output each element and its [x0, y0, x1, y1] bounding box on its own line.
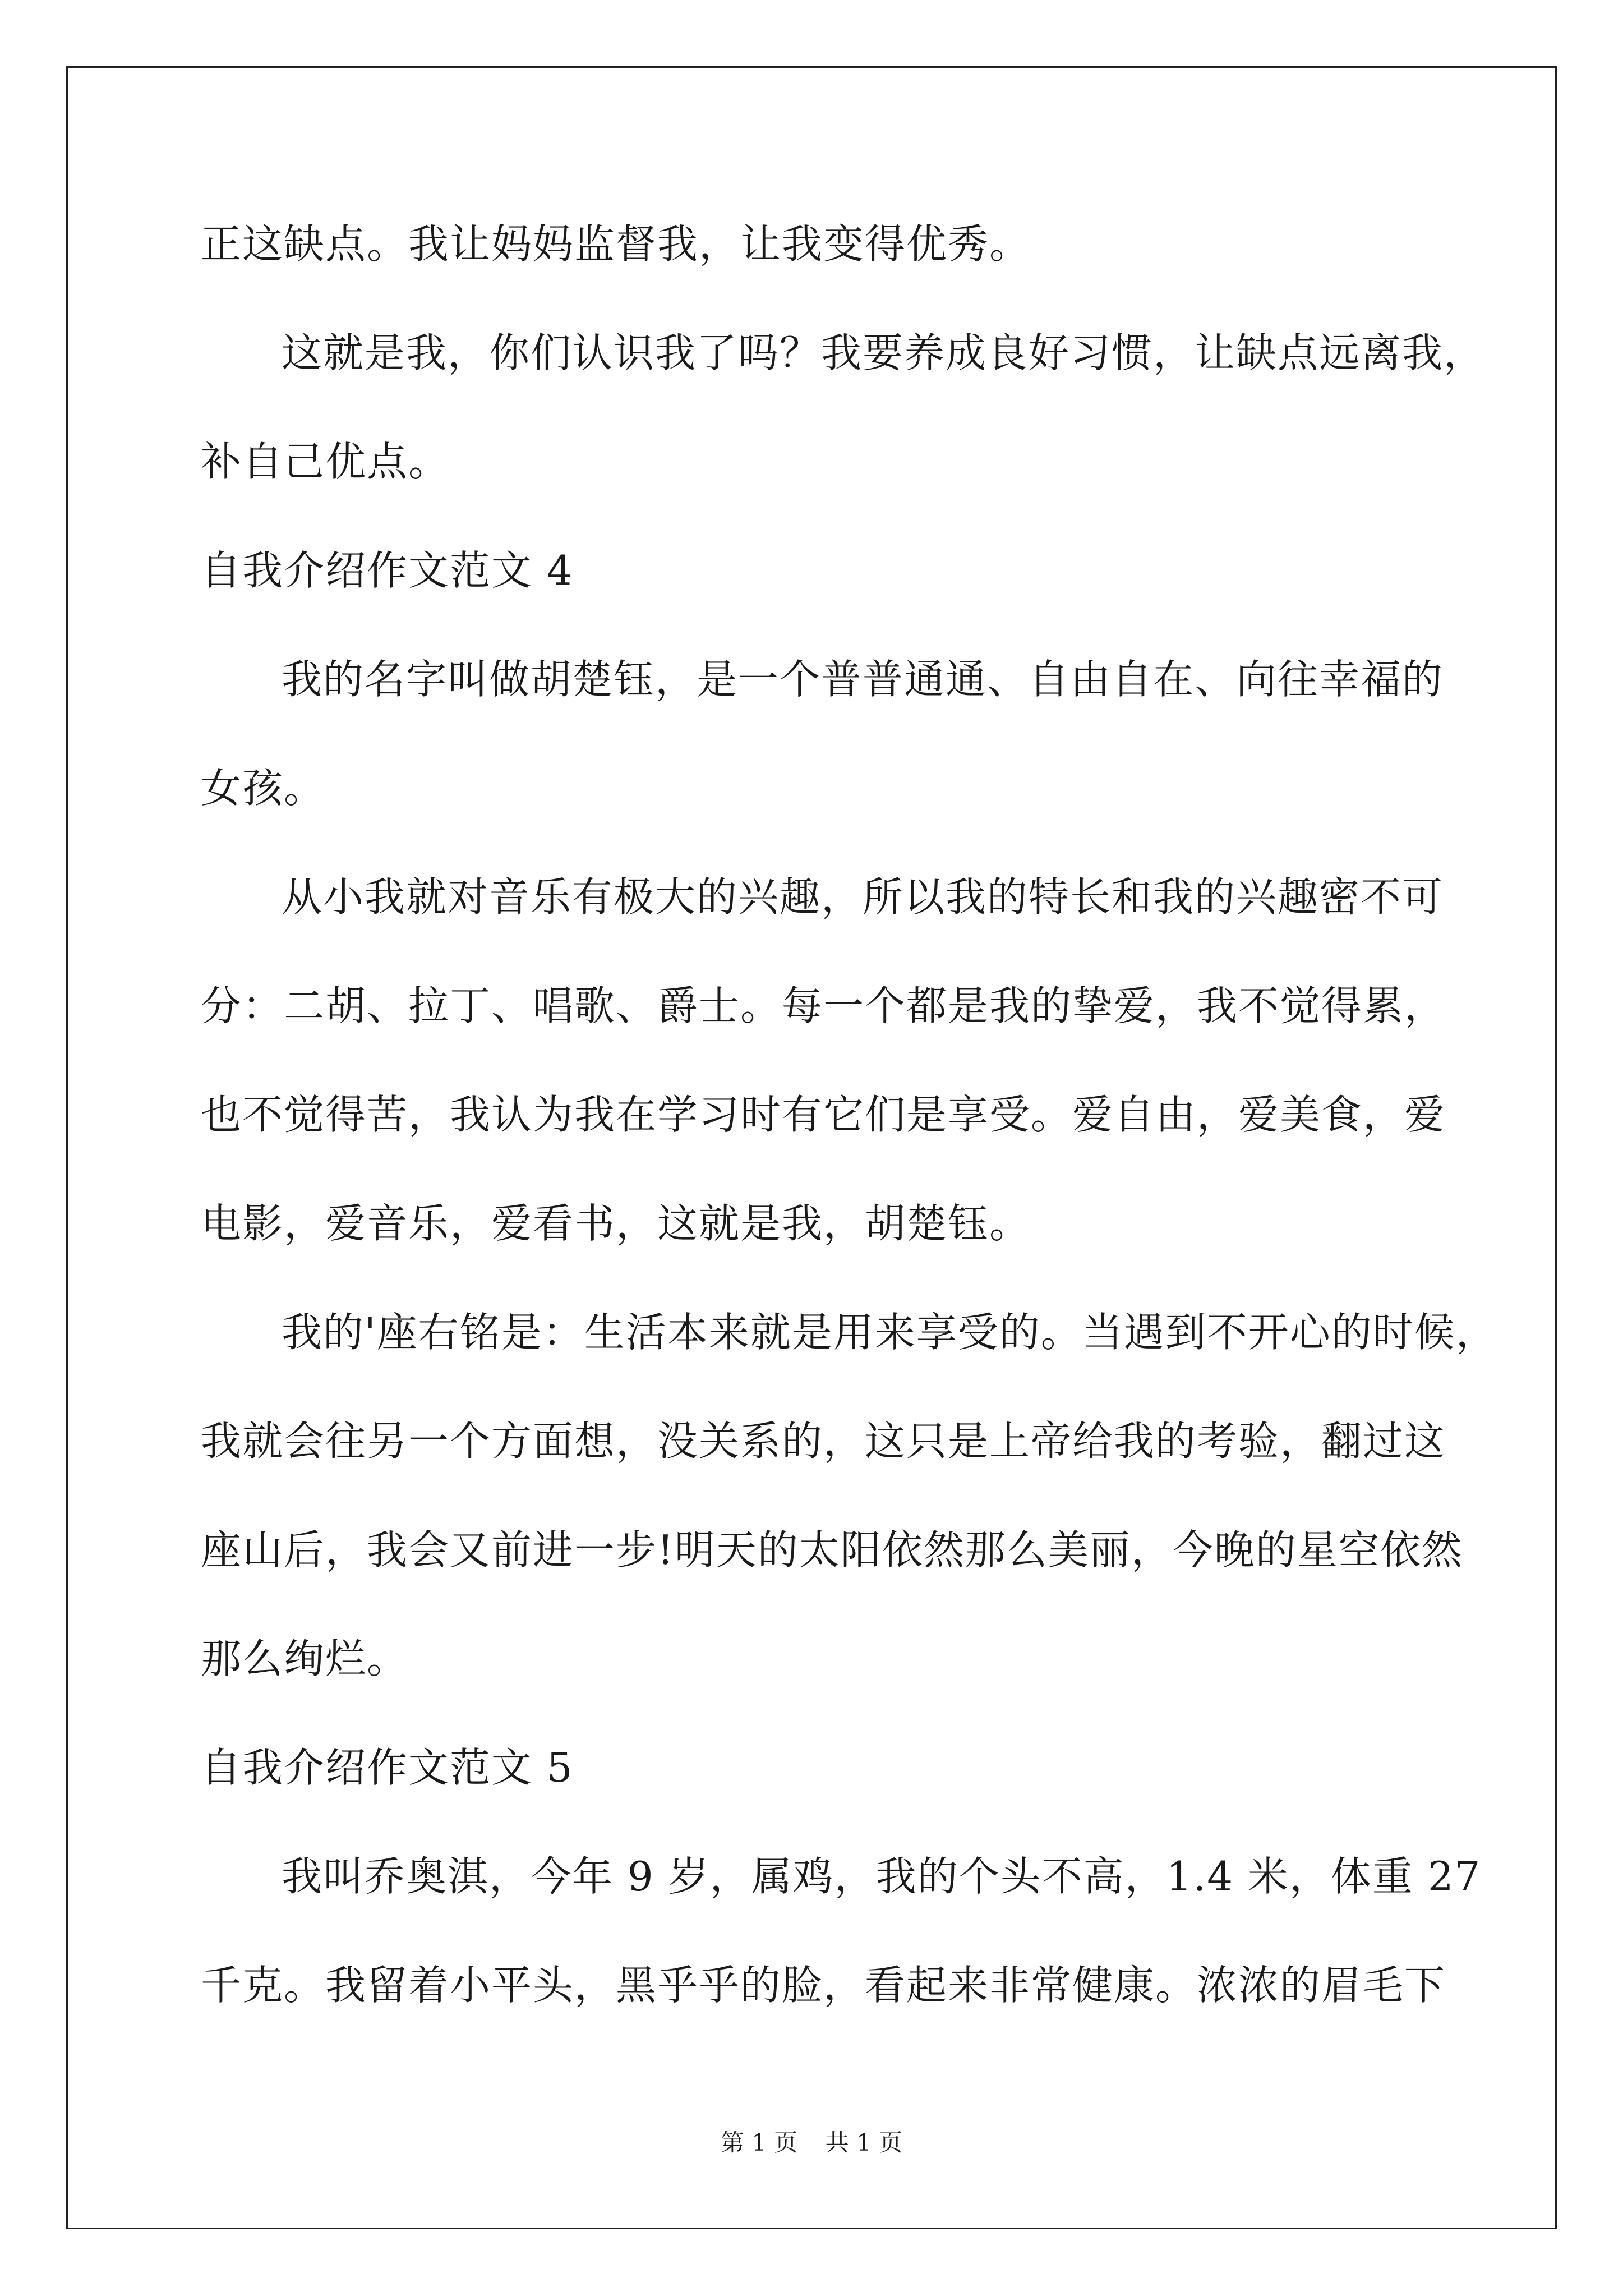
text-line: 那么绚烂。 [201, 1635, 409, 1682]
text-line: 千克。我留着小平头，黑乎乎的脸，看起来非常健康。浓浓的眉毛下 [201, 1962, 1446, 2009]
page-total: 共 1 页 [825, 2129, 903, 2156]
text-line: 我就会往另一个方面想，没关系的，这只是上帝给我的考验，翻过这 [201, 1418, 1446, 1465]
text-line: 我的'座右铭是：生活本来就是用来享受的。当遇到不开心的时候， [282, 1309, 1497, 1356]
text-line: 从小我就对音乐有极大的兴趣，所以我的特长和我的兴趣密不可 [282, 873, 1444, 921]
text-line: 座山后，我会又前进一步!明天的太阳依然那么美丽，今晚的星空依然 [201, 1526, 1463, 1573]
text-line: 正这缺点。我让妈妈监督我，让我变得优秀。 [201, 220, 1031, 268]
text-line: 我的名字叫做胡楚钰，是一个普普通通、自由自在、向往幸福的 [282, 656, 1444, 703]
page-number: 第 1 页 [720, 2129, 798, 2156]
text-line: 分：二胡、拉丁、唱歌、爵士。每一个都是我的挚爱，我不觉得累， [201, 982, 1446, 1029]
text-line: 电影，爱音乐，爱看书，这就是我，胡楚钰。 [201, 1200, 1031, 1247]
section-heading: 自我介绍作文范文 5 [201, 1744, 574, 1791]
text-line: 这就是我，你们认识我了吗？我要养成良好习惯，让缺点远离我， [282, 329, 1486, 376]
text-line: 也不觉得苦，我认为我在学习时有它们是享受。爱自由，爱美食，爱 [201, 1091, 1446, 1138]
page-border [66, 66, 1557, 2229]
text-line: 补自己优点。 [201, 438, 450, 485]
text-line: 女孩。 [201, 765, 326, 812]
section-heading: 自我介绍作文范文 4 [201, 547, 574, 594]
page-footer [0, 2126, 1623, 2160]
text-line: 我叫乔奥淇，今年 9 岁，属鸡，我的个头不高，1.4 米，体重 27 [282, 1853, 1482, 1900]
